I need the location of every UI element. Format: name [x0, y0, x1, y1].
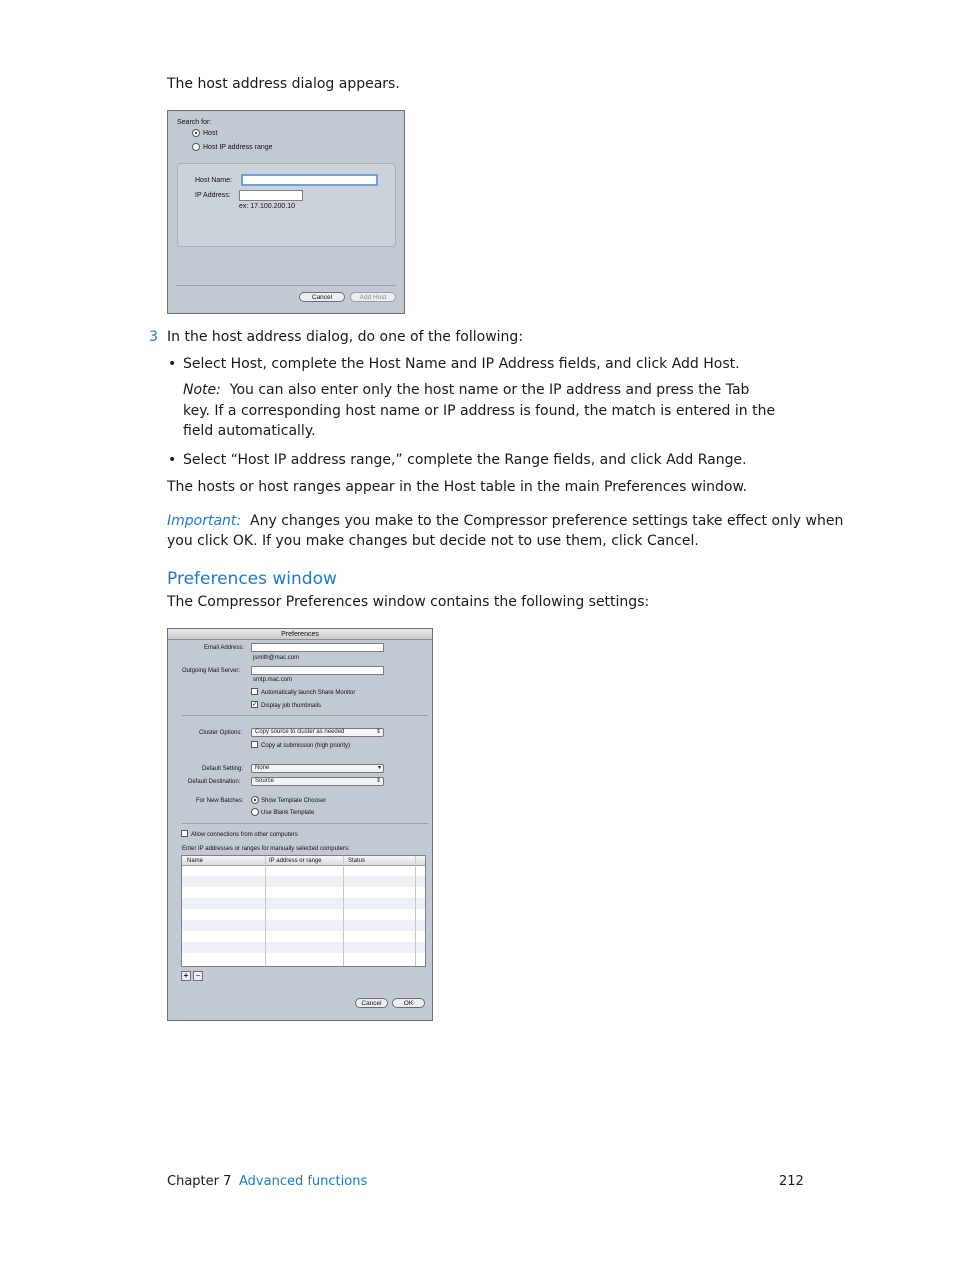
section-title: Preferences window	[167, 569, 337, 589]
bullet-dot: •	[168, 452, 177, 468]
column-status[interactable]: Status	[348, 858, 366, 864]
mail-server-input[interactable]	[251, 666, 384, 675]
copy-at-submission-checkbox[interactable]	[251, 741, 258, 748]
use-blank-radio[interactable]	[251, 808, 259, 816]
note-label: Note:	[183, 382, 221, 398]
divider	[176, 285, 396, 286]
add-button[interactable]: +	[181, 971, 191, 981]
updown-arrows-icon: ⇕	[375, 778, 381, 784]
table-row[interactable]	[182, 876, 425, 887]
mail-server-label: Outgoing Mail Server:	[182, 668, 241, 674]
scrollbar-divider	[415, 856, 416, 966]
host-address-dialog	[167, 110, 405, 314]
remove-button[interactable]: −	[193, 971, 203, 981]
display-thumbs-checkbox[interactable]: ✓	[252, 701, 258, 708]
cluster-options-label: Cluster Options:	[199, 730, 243, 736]
preferences-window	[167, 628, 433, 1021]
auto-launch-label: Automatically launch Share Monitor	[261, 690, 356, 696]
hosts-table	[181, 855, 426, 967]
cancel-button[interactable]: Cancel	[355, 998, 388, 1008]
important-line-1	[167, 511, 843, 531]
important-label: Important:	[167, 513, 242, 529]
cluster-options-value: Copy source to cluster as needed	[255, 729, 345, 735]
host-name-label: Host Name:	[195, 177, 232, 184]
column-divider	[343, 856, 344, 966]
step-number: 3	[149, 329, 158, 345]
bullet-dot: •	[168, 356, 177, 372]
allow-connections-checkbox[interactable]	[181, 830, 188, 837]
note-text-1: You can also enter only the host name or the IP address and press the Tab	[229, 382, 750, 398]
show-template-radio[interactable]	[251, 796, 259, 804]
default-setting-value: None	[255, 765, 270, 771]
default-destination-popup[interactable]	[251, 777, 384, 786]
chevron-down-icon: ▾	[377, 765, 381, 771]
cancel-button[interactable]: Cancel	[299, 292, 345, 302]
column-ip[interactable]: IP address or range	[269, 858, 322, 864]
cluster-options-popup[interactable]	[251, 728, 384, 737]
default-destination-value: Source	[255, 778, 275, 784]
table-row[interactable]	[182, 898, 425, 909]
ip-example-text: ex: 17.100.200.10	[239, 203, 296, 210]
page-number: 212	[779, 1174, 804, 1189]
divider	[182, 715, 428, 716]
mail-server-value: smtp.mac.com	[253, 677, 293, 683]
section-intro: The Compressor Preferences window contains the following settings:	[167, 594, 650, 610]
window-title: Preferences	[281, 631, 319, 638]
enter-ip-label: Enter IP addresses or ranges for manually selected computers:	[182, 846, 350, 852]
search-for-label: Search for:	[177, 119, 212, 126]
default-setting-popup[interactable]	[251, 764, 384, 773]
table-row[interactable]	[182, 920, 425, 931]
updown-arrows-icon: ⇕	[375, 729, 381, 735]
note-line-3: field automatically.	[183, 423, 316, 439]
column-divider	[265, 856, 266, 966]
display-thumbs-label: Display job thumbnails	[261, 703, 322, 709]
hosts-paragraph: The hosts or host ranges appear in the Host table in the main Preferences window.	[167, 479, 748, 495]
ok-button[interactable]: OK	[392, 998, 425, 1008]
step-text: In the host address dialog, do one of the following:	[167, 329, 524, 345]
important-line-2: you click OK. If you make changes but decide not to use them, click Cancel.	[167, 533, 699, 549]
host-range-radio-label: Host IP address range	[203, 144, 273, 151]
use-blank-label: Use Blank Template	[261, 810, 315, 816]
intro-text: The host address dialog appears.	[167, 76, 400, 92]
host-radio-label: Host	[203, 130, 218, 137]
bullet-1: Select Host, complete the Host Name and IP Address fields, and click Add Host.	[183, 356, 740, 372]
table-row[interactable]	[182, 942, 425, 953]
email-label: Email Address:	[204, 645, 245, 651]
host-range-radio[interactable]	[192, 143, 200, 151]
divider	[182, 823, 428, 824]
host-fields-group	[177, 163, 396, 247]
column-name[interactable]: Name	[187, 858, 204, 864]
important-text-1: Any changes you make to the Compressor preference settings take effect only when	[250, 513, 844, 529]
default-setting-label: Default Setting:	[202, 766, 244, 772]
ip-address-label: IP Address:	[195, 192, 231, 199]
note-line-2: key. If a corresponding host name or IP address is found, the match is entered in the	[183, 403, 776, 419]
email-input[interactable]	[251, 643, 384, 652]
new-batches-label: For New Batches:	[196, 798, 244, 804]
email-value: jsmith@mac.com	[253, 655, 300, 661]
add-host-button[interactable]: Add Host	[350, 292, 396, 302]
allow-connections-label: Allow connections from other computers	[191, 832, 298, 838]
auto-launch-checkbox[interactable]	[251, 688, 258, 695]
default-destination-label: Default Destination:	[188, 779, 241, 785]
show-template-label: Show Template Chooser	[261, 798, 327, 804]
host-radio[interactable]	[192, 129, 200, 137]
copy-at-submission-label: Copy at submission (high priority)	[261, 743, 351, 749]
ip-address-input[interactable]	[239, 190, 303, 201]
footer-chapter-title[interactable]: Advanced functions	[239, 1174, 368, 1189]
host-name-input[interactable]	[241, 174, 378, 186]
note-line-1	[183, 380, 749, 400]
footer-chapter: Chapter 7	[167, 1174, 232, 1189]
bullet-2: Select “Host IP address range,” complete the Range fields, and click Add Range.	[183, 452, 747, 468]
